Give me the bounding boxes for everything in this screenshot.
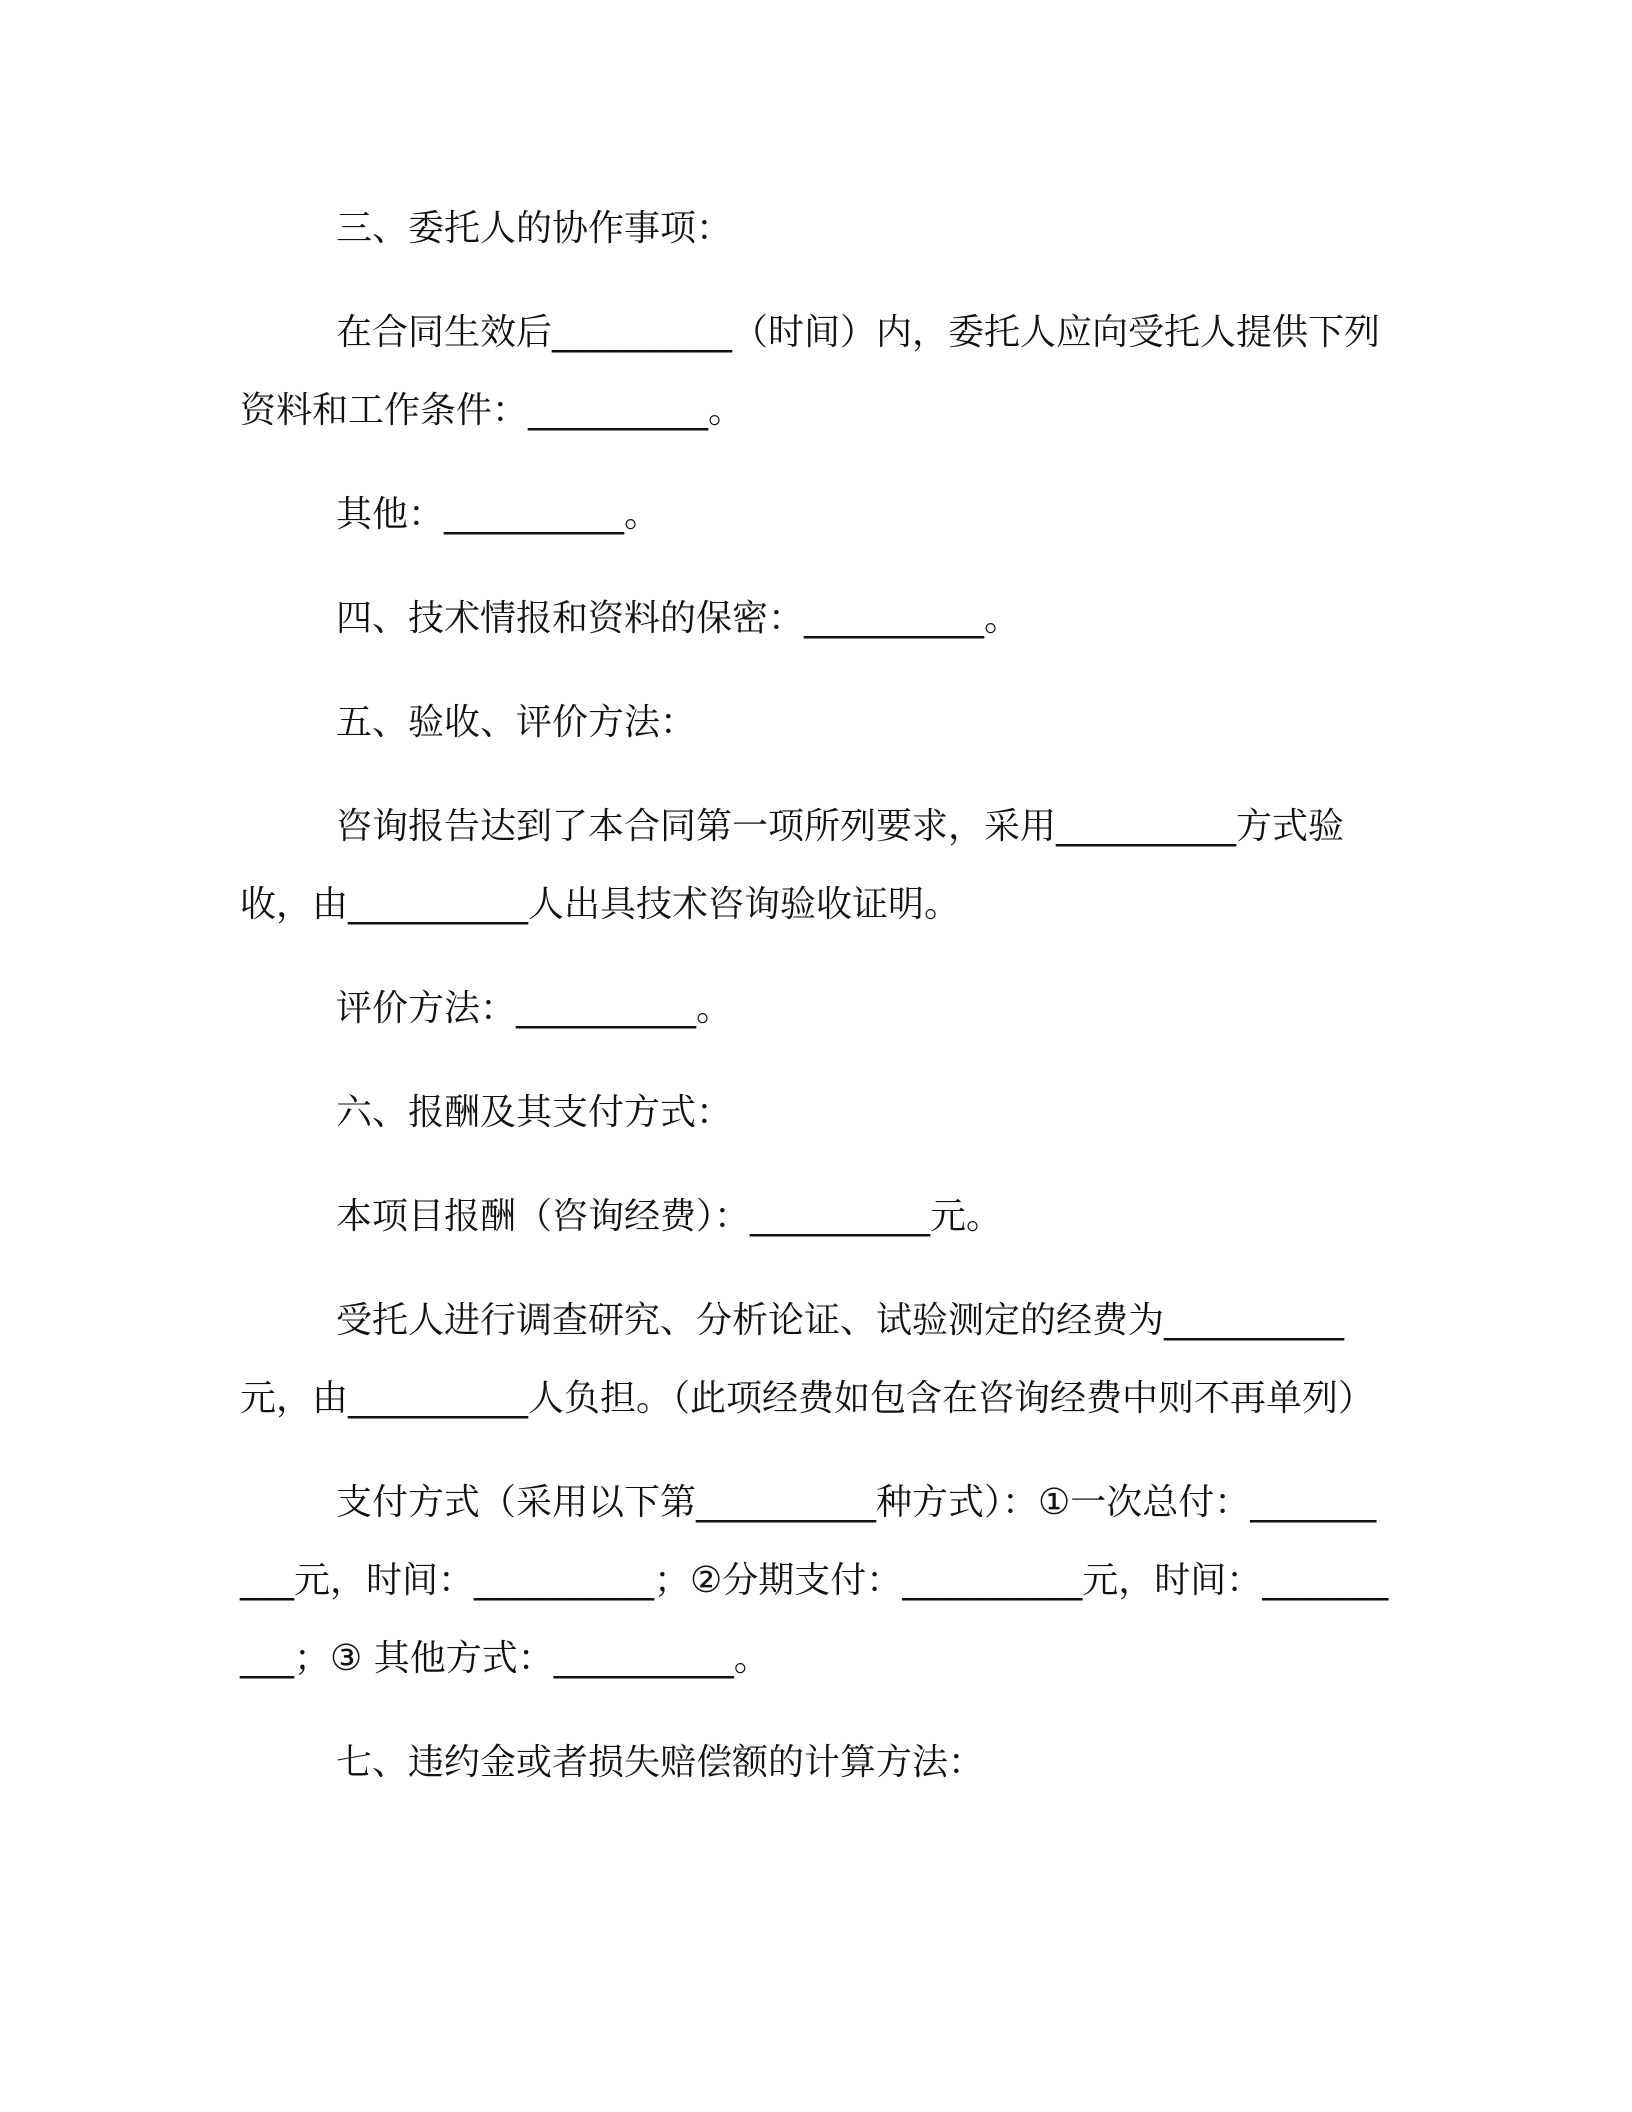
research-expense-clause: 受托人进行调查研究、分析论证、试验测定的经费为__________元，由__________人负担。（此项经费如包含在咨询经费中则不再单列） <box>240 1300 1375 1419</box>
section-3-heading: 三、委托人的协作事项： <box>336 208 733 249</box>
document-page <box>240 190 1390 1828</box>
client-other-clause: 其他：__________。 <box>336 494 661 535</box>
section-4-heading: 四、技术情报和资料的保密：__________。 <box>336 598 1021 639</box>
section-5-heading: 五、验收、评价方法： <box>336 702 697 743</box>
section-7-heading: 七、违约金或者损失赔偿额的计算方法： <box>336 1742 985 1783</box>
section-6-heading: 六、报酬及其支付方式： <box>336 1092 733 1133</box>
project-fee-clause: 本项目报酬（咨询经费）：__________元。 <box>336 1196 1003 1237</box>
acceptance-clause: 咨询报告达到了本合同第一项所列要求，采用__________方式验收，由__________人出具技术咨询验收证明。 <box>240 806 1345 925</box>
evaluation-method-clause: 评价方法：__________。 <box>336 988 733 1029</box>
payment-method-clause: 支付方式（采用以下第__________种方式）：①一次总付：__________元，时间：__________；②分期支付：__________元，时间：__________；③ 其他方式：__________。 <box>240 1482 1389 1679</box>
client-materials-clause: 在合同生效后__________（时间）内，委托人应向受托人提供下列资料和工作条件：__________。 <box>240 312 1381 431</box>
